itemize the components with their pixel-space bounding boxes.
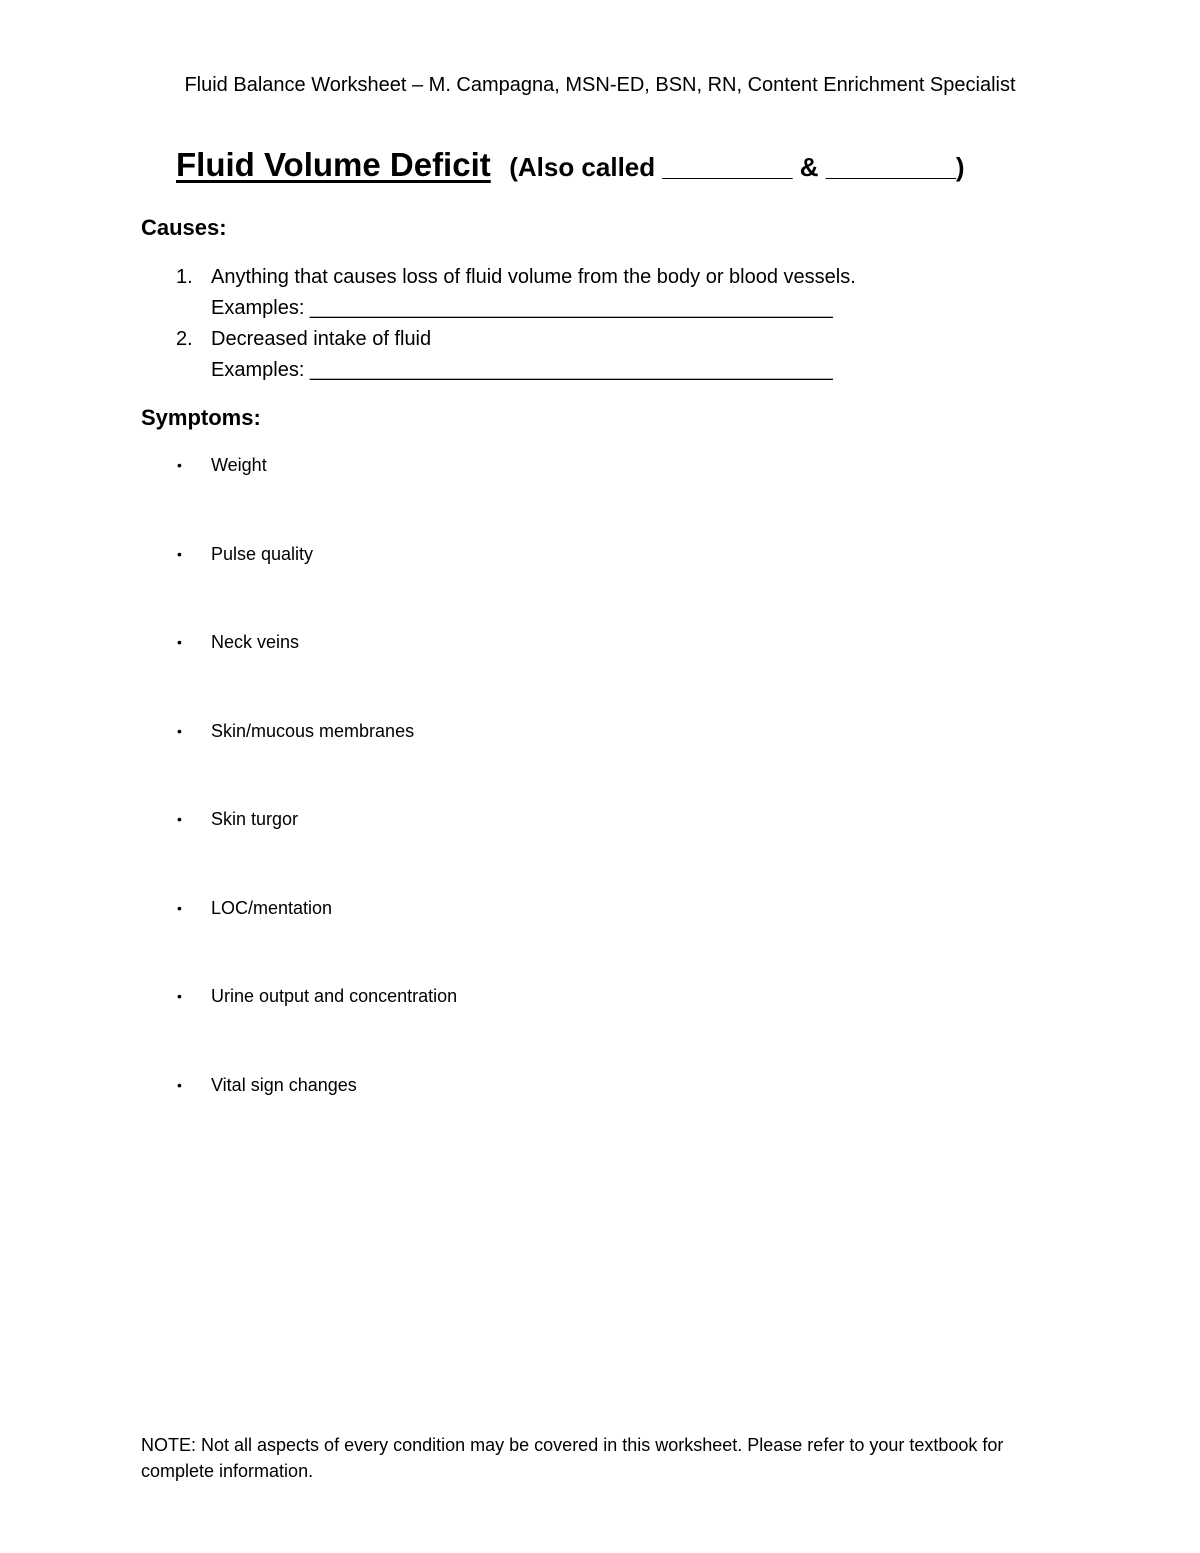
causes-heading: Causes: — [141, 215, 227, 240]
list-item — [141, 983, 941, 1072]
aka-ampersand: & — [799, 152, 819, 182]
bullet-icon: • — [177, 722, 182, 739]
symptom-label: LOC/mentation — [211, 897, 333, 918]
bullet-icon: • — [177, 811, 182, 827]
symptom-label: Vital sign changes — [211, 1074, 357, 1095]
bullet-icon: • — [177, 545, 182, 562]
list-item — [141, 452, 941, 541]
footer-note: NOTE: Not all aspects of every condition may be covered in this worksheet. Please refer to your textbook for complete information. — [141, 1435, 1004, 1481]
cause-text: Decreased intake of fluid — [211, 328, 432, 350]
cause-number: 1. — [176, 266, 193, 288]
causes-list — [141, 262, 1041, 386]
title-also-called — [509, 152, 964, 182]
list-item — [141, 718, 941, 807]
symptom-label: Weight — [211, 455, 267, 475]
page-header: Fluid Balance Worksheet – M. Campagna, MSN-ED, BSN, RN, Content Enrichment Specialist — [184, 74, 1016, 96]
bullet-icon: • — [177, 1076, 182, 1093]
cause-examples-blank: Examples: _______________________________________________ — [211, 297, 833, 319]
aka-blank-1: _________ — [662, 152, 793, 182]
cause-item — [141, 262, 1041, 324]
symptom-label: Pulse quality — [211, 543, 314, 564]
page-title: Fluid Volume Deficit — [176, 146, 491, 183]
symptom-label: Skin/mucous membranes — [211, 720, 415, 741]
cause-number: 2. — [176, 328, 193, 350]
list-item — [141, 629, 941, 718]
list-item — [141, 806, 941, 895]
aka-prefix: (Also called — [509, 152, 656, 182]
bullet-icon: • — [177, 988, 182, 1004]
symptom-label: Neck veins — [211, 632, 300, 652]
symptom-label: Skin turgor — [211, 809, 299, 829]
bullet-icon: • — [177, 457, 182, 473]
list-item — [141, 895, 941, 984]
cause-item — [141, 324, 1041, 386]
title-row — [176, 146, 965, 184]
list-item — [141, 541, 941, 630]
bullet-icon: • — [177, 634, 182, 650]
symptom-label: Urine output and concentration — [211, 986, 458, 1006]
symptoms-list — [141, 452, 941, 1160]
list-item — [141, 1072, 941, 1161]
symptoms-heading: Symptoms: — [141, 405, 261, 430]
aka-suffix: ) — [955, 152, 965, 182]
cause-text: Anything that causes loss of fluid volume from the body or blood vessels. — [211, 266, 856, 288]
bullet-icon: • — [177, 899, 182, 916]
aka-blank-2: _________ — [825, 152, 956, 182]
cause-examples-blank: Examples: _______________________________________________ — [211, 359, 833, 381]
